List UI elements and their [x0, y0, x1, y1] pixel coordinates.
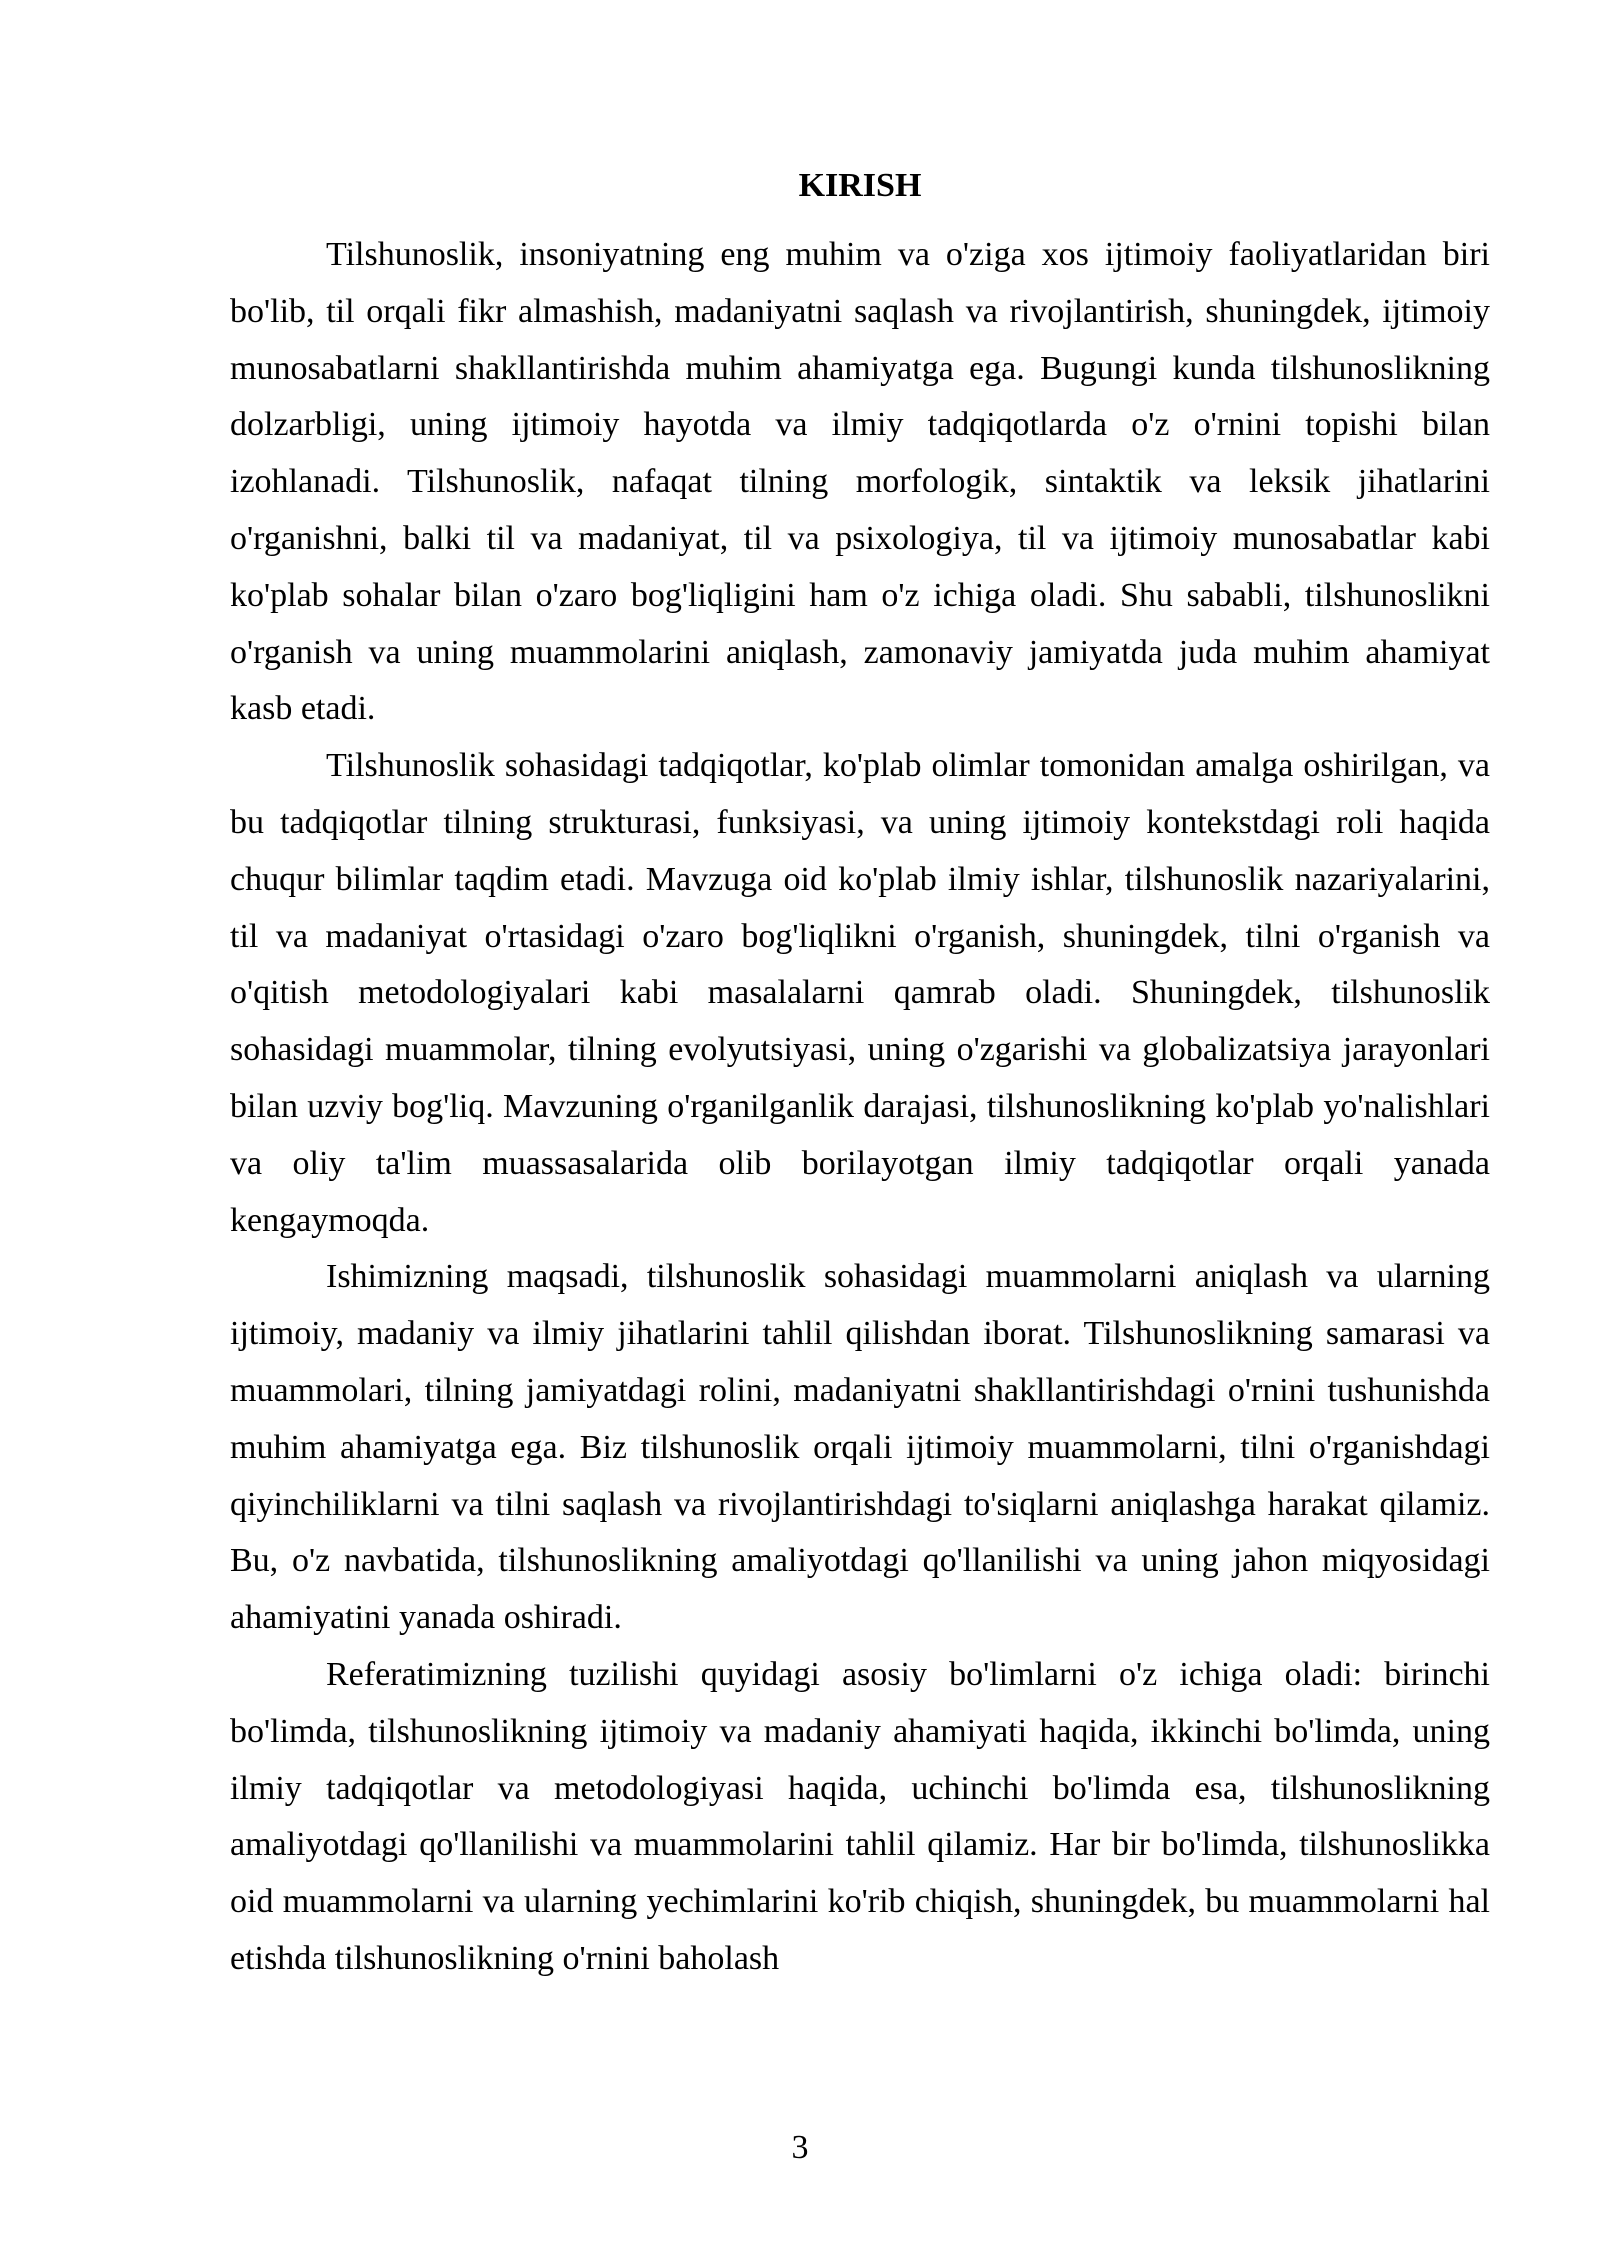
paragraph-research-overview: Tilshunoslik sohasidagi tadqiqotlar, ko'plab olimlar tomonidan amalga oshirilgan, va bu tadqiqotlar tilning strukturasi, funksiyasi, va uning ijtimoiy kontekstdagi roli haqida chuqur bilimlar taqdim etadi. Mavzuga oid ko'plab ilmiy ishlar, tilshunoslik nazariyalarini, til va madaniyat o'rtasidagi o'zaro bog'liqlikni o'rganish, shuningdek, tilni o'rganish va o'qitish metodologiyalari kabi masalalarni qamrab oladi. Shuningdek, tilshunoslik sohasidagi muammolar, tilning evolyutsiyasi, uning o'zgarishi va globalizatsiya jarayonlari bilan uzviy bog'liq. Mavzuning o'rganilganlik darajasi, tilshunoslikning ko'plab yo'nalishlari va oliy ta'lim muassasalarida olib borilayotgan ilmiy tadqiqotlar orqali yanada kengaymoqda.	[230, 747, 1490, 1239]
paragraph-intro: Tilshunoslik, insoniyatning eng muhim va o'ziga xos ijtimoiy faoliyatlaridan biri bo'lib, til orqali fikr almashish, madaniyatni saqlash va rivojlantirish, shuningdek, ijtimoiy munosabatlarni shakllantirishda muhim ahamiyatga ega. Bugungi kunda tilshunoslikning dolzarbligi, uning ijtimoiy hayotda va ilmiy tadqiqotlarda o'z o'rnini topishi bilan izohlanadi. Tilshunoslik, nafaqat tilning morfologik, sintaktik va leksik jihatlarini o'rganishni, balki til va madaniyat, til va psixologiya, til va ijtimoiy munosabatlar kabi ko'plab sohalar bilan o'zaro bog'liqligini ham o'z ichiga oladi. Shu sababli, tilshunoslikni o'rganish va uning muammolarini aniqlash, zamonaviy jamiyatda juda muhim ahamiyat kasb etadi.	[230, 236, 1490, 728]
page-number: 3	[791, 2129, 809, 2166]
document-page	[230, 165, 1490, 1988]
paragraph-structure: Referatimizning tuzilishi quyidagi asosiy bo'limlarni o'z ichiga oladi: birinchi bo'limda, tilshunoslikning ijtimoiy va madaniy ahamiyati haqida, ikkinchi bo'limda, uning ilmiy tadqiqotlar va metodologiyasi haqida, uchinchi bo'limda esa, tilshunoslikning amaliyotdagi qo'llanilishi va muammolarini tahlil qilamiz. Har bir bo'limda, tilshunoslikka oid muammolarni va ularning yechimlarini ko'rib chiqish, shuningdek, bu muammolarni hal etishda tilshunoslikning o'rnini baholash	[230, 1655, 1490, 1977]
section-title: KIRISH	[798, 167, 922, 204]
paragraph-goal: Ishimizning maqsadi, tilshunoslik sohasidagi muammolarni aniqlash va ularning ijtimoiy, madaniy va ilmiy jihatlarini tahlil qilishdan iborat. Tilshunoslikning samarasi va muammolari, tilning jamiyatdagi rolini, madaniyatni shakllantirishdagi o'rnini tushunishda muhim ahamiyatga ega. Biz tilshunoslik orqali ijtimoiy muammolarni, tilni o'rganishdagi qiyinchiliklarni va tilni saqlash va rivojlantirishdagi to'siqlarni aniqlashga harakat qilamiz. Bu, o'z navbatida, tilshunoslikning amaliyotdagi qo'llanilishi va uning jahon miqyosidagi ahamiyatini yanada oshiradi.	[230, 1258, 1490, 1637]
